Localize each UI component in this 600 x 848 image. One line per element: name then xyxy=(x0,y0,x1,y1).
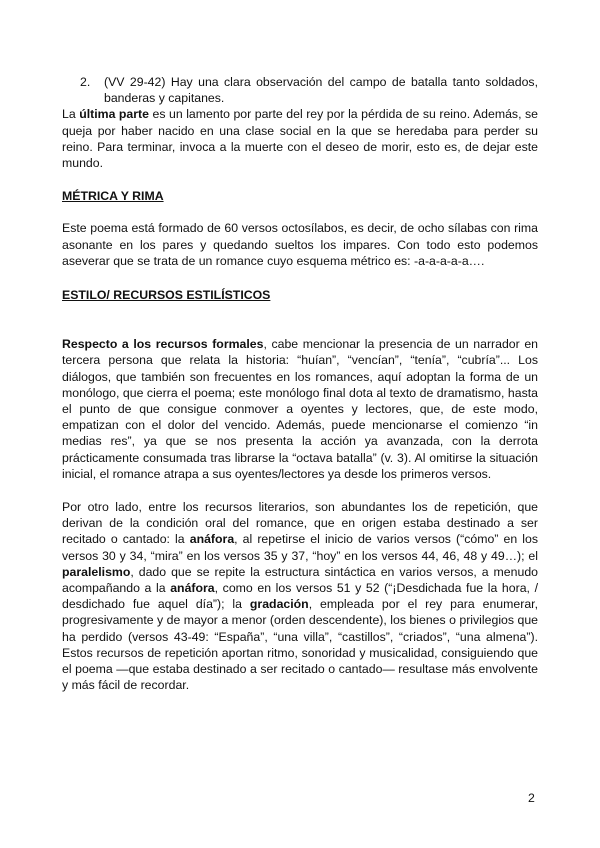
list-item-number: 2. xyxy=(80,75,91,89)
bold-term: anáfora xyxy=(170,581,215,596)
list-item xyxy=(62,74,538,106)
document-page xyxy=(62,74,538,694)
text-run: , al repetirse el inicio de varios versos (“cómo” en los versos 30 y 34, “mira” en los versos 35 y 37, “hoy” en los versos 44, 46, 48 y 49…); el xyxy=(62,532,539,563)
bold-term: última parte xyxy=(79,107,149,122)
paragraph-formal-resources xyxy=(62,336,538,482)
paragraph-literary-resources xyxy=(62,499,538,693)
list-item-text: (VV 29-42) Hay una clara observación del campo de batalla tanto soldados, banderas y capitanes. xyxy=(104,75,538,106)
bold-term: anáfora xyxy=(189,532,235,547)
section-heading-style: ESTILO/ RECURSOS ESTILÍSTICOS xyxy=(62,288,271,303)
bold-term: Respecto a los recursos formales xyxy=(62,337,264,352)
text-run: es un lamento por parte del rey por la pérdida de su reino. Además, se queja por haber nacido en una clase social en la que se heredaba para perder su reino. Para terminar, invoca a la muerte con el deseo de morir, esto es, de dejar este mundo. xyxy=(62,107,538,171)
text-run: , cabe mencionar la presencia de un narrador en tercera persona que relata la historia: “huían”, “vencían”, “tenía”, “cubría”... Los diálogos, que también son frecuentes en los romances, aquí adoptan la forma de un monólogo, que cierra el poema; este monólogo final dota al texto de dramatismo, hasta el punto de que consigue conmover a oyentes y lectores, que, de este modo, empatizan con el dolor del vencido. Además, puede mencionarse el comienzo “in medias res”, ya que se nos presenta la acción ya avanzada, con la derrota prácticamente consumada tras librarse la “octava batalla” (v. 3). Al omitirse la situación inicial, el romance atrapa a sus oyentes/lectores ya desde los primeros versos. xyxy=(62,337,538,481)
text-run: La xyxy=(62,107,80,122)
bold-term: gradación xyxy=(249,597,309,612)
text-run: , empleada por el rey para enumerar, progresivamente y de mayor a menor (orden descendente), los bienes o privilegios que ha perdido (versos 43-49: “España”, “una villa”, “castillos”, “criados”, “una almena”). Estos recursos de repetición aportan ritmo, sonoridad y musicalidad, consiguiendo que el poema —que estaba destinado a ser recitado o cantado— resultase más envolvente y más fácil de recordar. xyxy=(62,597,538,693)
text-run: Por otro lado, entre los recursos literarios, son abundantes los de repetición, que derivan de la condición oral del romance, que en origen estaba destinado a ser recitado o cantado: la xyxy=(62,500,538,547)
bold-term: paralelismo xyxy=(62,564,131,579)
paragraph-last-part xyxy=(62,106,538,171)
page-number: 2 xyxy=(528,791,535,805)
text-run: , como en los versos 51 y 52 (“¡Desdichada fue la hora, / desdichado fue aquel día”); la xyxy=(62,581,538,612)
section-heading-metrics: MÉTRICA Y RIMA xyxy=(62,189,164,204)
paragraph-metrics: Este poema está formado de 60 versos octosílabos, es decir, de ocho sílabas con rima asonante en los pares y quedando sueltos los impares. Con todo esto podemos aseverar que se trata de un romance cuyo esquema métrico es: -a-a-a-a-a…. xyxy=(62,221,538,268)
text-run: , dado que se repite la estructura sintáctica en varios versos, a menudo acompañando a la xyxy=(62,564,538,596)
